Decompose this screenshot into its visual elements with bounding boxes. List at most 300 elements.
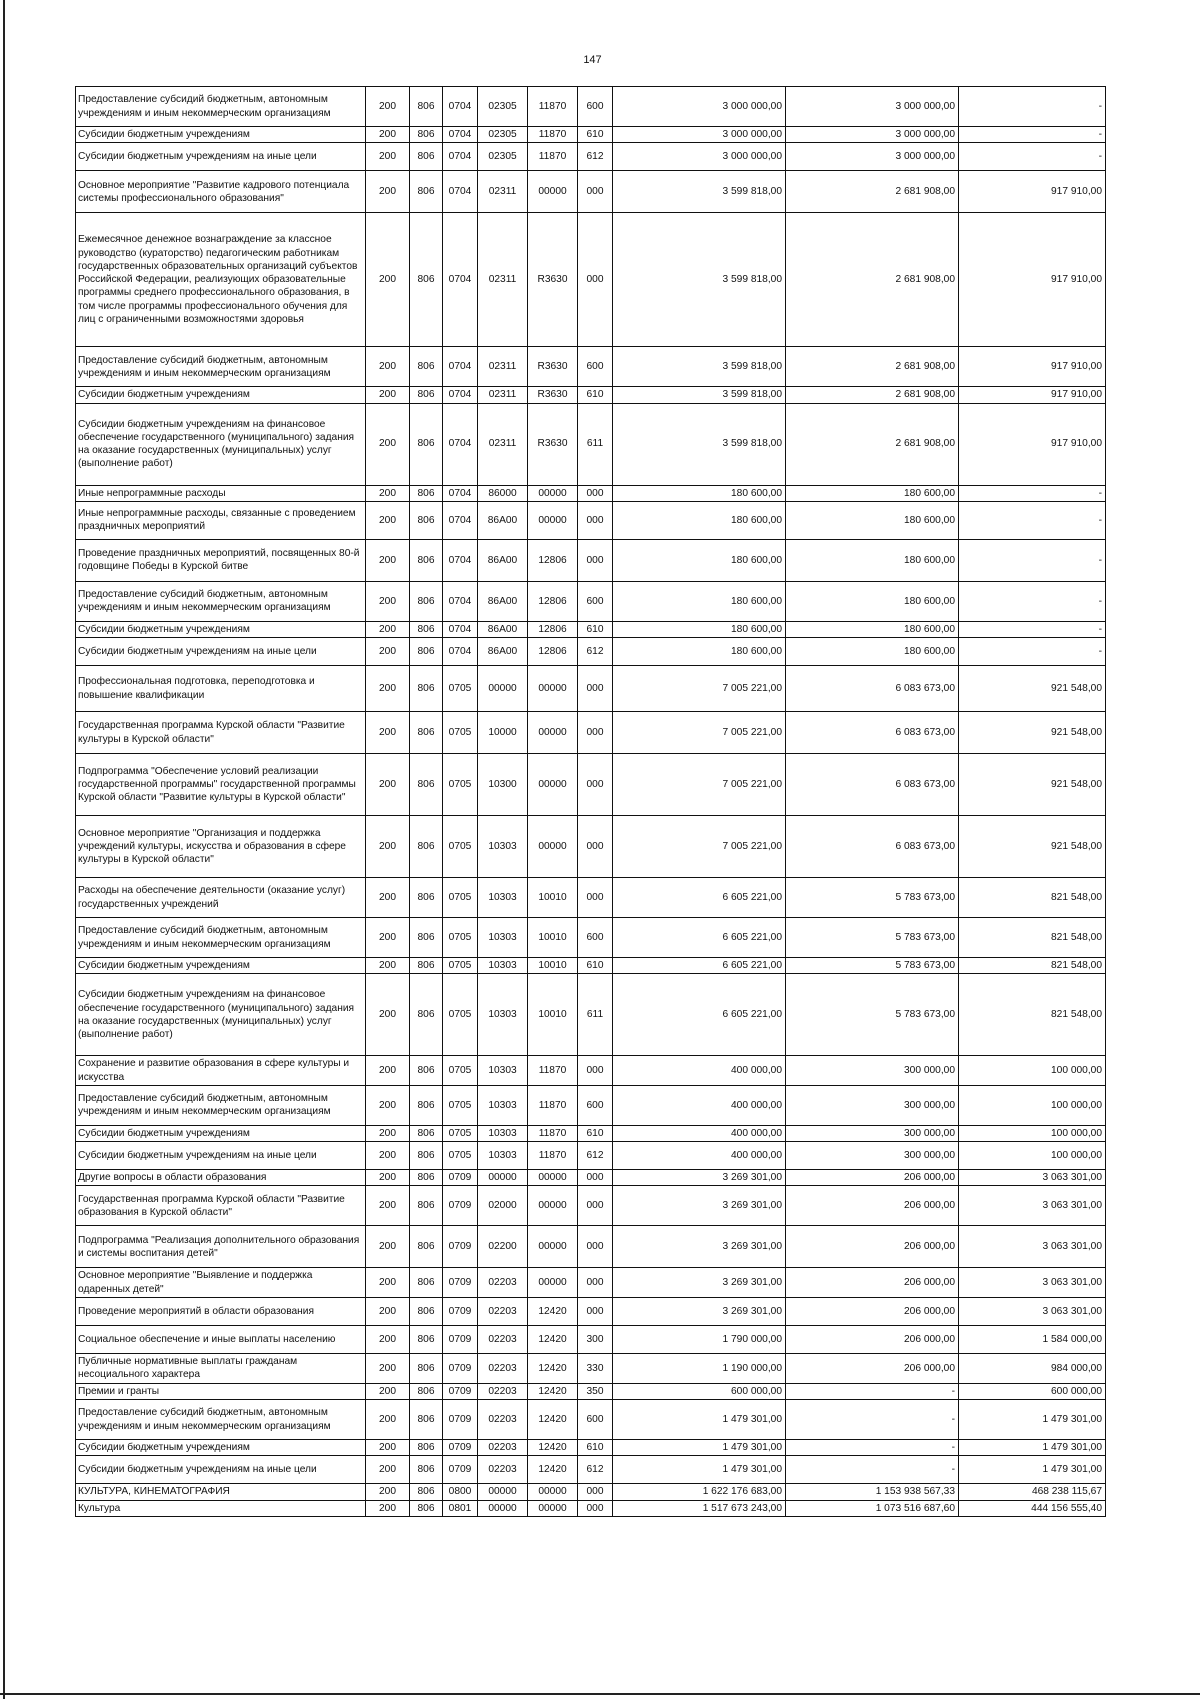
page-number: 147 [583, 54, 602, 66]
grbs-code: 200 [366, 403, 410, 485]
dept-code: 806 [410, 878, 443, 918]
direction-code: 00000 [528, 1268, 578, 1298]
amount-federal: 206 000,00 [786, 1186, 959, 1226]
table-row [76, 638, 1106, 666]
amount-federal: - [786, 1440, 959, 1456]
dept-code: 806 [410, 754, 443, 816]
amount-regional: 917 910,00 [959, 387, 1106, 403]
row-label: Предоставление субсидий бюджетным, автономным учреждениям и иным некоммерческим организациям [76, 918, 366, 958]
section-code: 0709 [443, 1186, 478, 1226]
direction-code: 10010 [528, 878, 578, 918]
direction-code: 12806 [528, 539, 578, 581]
section-code: 0709 [443, 1170, 478, 1186]
amount-total: 3 599 818,00 [613, 403, 786, 485]
direction-code: 11870 [528, 1056, 578, 1086]
row-label: Государственная программа Курской области "Развитие культуры в Курской области" [76, 712, 366, 754]
amount-federal: 2 681 908,00 [786, 347, 959, 387]
section-code: 0709 [443, 1456, 478, 1484]
amount-total: 6 605 221,00 [613, 974, 786, 1056]
direction-code: 00000 [528, 1484, 578, 1500]
amount-regional: 600 000,00 [959, 1383, 1106, 1399]
grbs-code: 200 [366, 1268, 410, 1298]
amount-regional: - [959, 501, 1106, 539]
grbs-code: 200 [366, 816, 410, 878]
grbs-code: 200 [366, 1085, 410, 1125]
section-code: 0705 [443, 918, 478, 958]
row-label: Субсидии бюджетным учреждениям на финансовое обеспечение государственного (муниципального) задания на оказание государственных (муниципальных) услуг (выполнение работ) [76, 974, 366, 1056]
dept-code: 806 [410, 581, 443, 621]
dept-code: 806 [410, 1383, 443, 1399]
amount-federal: 6 083 673,00 [786, 754, 959, 816]
row-label: Субсидии бюджетным учреждениям [76, 1440, 366, 1456]
amount-federal: 180 600,00 [786, 501, 959, 539]
section-code: 0704 [443, 87, 478, 127]
amount-total: 1 479 301,00 [613, 1400, 786, 1440]
expense-type-code: 000 [578, 171, 613, 213]
amount-federal: 3 000 000,00 [786, 143, 959, 171]
amount-regional: 100 000,00 [959, 1142, 1106, 1170]
direction-code: 00000 [528, 1226, 578, 1268]
dept-code: 806 [410, 171, 443, 213]
program-code: 10303 [478, 1125, 528, 1141]
row-label: Основное мероприятие "Развитие кадрового потенциала системы профессионального образования" [76, 171, 366, 213]
amount-regional: 1 479 301,00 [959, 1440, 1106, 1456]
section-code: 0709 [443, 1383, 478, 1399]
dept-code: 806 [410, 816, 443, 878]
grbs-code: 200 [366, 501, 410, 539]
expense-type-code: 610 [578, 1125, 613, 1141]
amount-federal: 2 681 908,00 [786, 387, 959, 403]
amount-total: 600 000,00 [613, 1383, 786, 1399]
amount-total: 180 600,00 [613, 539, 786, 581]
dept-code: 806 [410, 1456, 443, 1484]
table-row [76, 387, 1106, 403]
amount-regional: 468 238 115,67 [959, 1484, 1106, 1500]
table-row [76, 1125, 1106, 1141]
section-code: 0705 [443, 878, 478, 918]
direction-code: 11870 [528, 1142, 578, 1170]
amount-total: 3 269 301,00 [613, 1170, 786, 1186]
dept-code: 806 [410, 143, 443, 171]
grbs-code: 200 [366, 1297, 410, 1325]
section-code: 0705 [443, 712, 478, 754]
direction-code: 12420 [528, 1297, 578, 1325]
program-code: 02203 [478, 1297, 528, 1325]
amount-regional: 3 063 301,00 [959, 1186, 1106, 1226]
expense-type-code: 600 [578, 87, 613, 127]
grbs-code: 200 [366, 712, 410, 754]
expense-type-code: 000 [578, 539, 613, 581]
table-row [76, 1056, 1106, 1086]
expense-type-code: 612 [578, 143, 613, 171]
amount-regional: 821 548,00 [959, 958, 1106, 974]
grbs-code: 200 [366, 1353, 410, 1383]
section-code: 0705 [443, 958, 478, 974]
table-row [76, 666, 1106, 712]
program-code: 02203 [478, 1400, 528, 1440]
row-label: Субсидии бюджетным учреждениям [76, 1125, 366, 1141]
amount-federal: 300 000,00 [786, 1056, 959, 1086]
row-label: Предоставление субсидий бюджетным, автономным учреждениям и иным некоммерческим организациям [76, 581, 366, 621]
expense-type-code: 611 [578, 974, 613, 1056]
table-row [76, 621, 1106, 637]
grbs-code: 200 [366, 1125, 410, 1141]
section-code: 0705 [443, 1056, 478, 1086]
program-code: 86А00 [478, 581, 528, 621]
row-label: Субсидии бюджетным учреждениям на иные цели [76, 1142, 366, 1170]
section-code: 0704 [443, 347, 478, 387]
amount-federal: 6 083 673,00 [786, 666, 959, 712]
dept-code: 806 [410, 1484, 443, 1500]
grbs-code: 200 [366, 1383, 410, 1399]
program-code: 10000 [478, 712, 528, 754]
amount-regional: 921 548,00 [959, 712, 1106, 754]
amount-federal: 206 000,00 [786, 1297, 959, 1325]
expense-type-code: 000 [578, 816, 613, 878]
section-code: 0801 [443, 1500, 478, 1516]
amount-total: 1 790 000,00 [613, 1325, 786, 1353]
expense-type-code: 600 [578, 581, 613, 621]
amount-regional: 917 910,00 [959, 213, 1106, 347]
table-row [76, 1383, 1106, 1399]
direction-code: 10010 [528, 974, 578, 1056]
dept-code: 806 [410, 1440, 443, 1456]
row-label: Субсидии бюджетным учреждениям [76, 958, 366, 974]
grbs-code: 200 [366, 1226, 410, 1268]
amount-federal: 180 600,00 [786, 581, 959, 621]
amount-regional: 3 063 301,00 [959, 1170, 1106, 1186]
expense-type-code: 000 [578, 666, 613, 712]
amount-total: 3 000 000,00 [613, 87, 786, 127]
section-code: 0709 [443, 1325, 478, 1353]
program-code: 10303 [478, 878, 528, 918]
amount-regional: - [959, 127, 1106, 143]
amount-regional: 100 000,00 [959, 1056, 1106, 1086]
direction-code: 00000 [528, 1170, 578, 1186]
amount-regional: - [959, 581, 1106, 621]
amount-total: 3 599 818,00 [613, 213, 786, 347]
direction-code: 11870 [528, 1125, 578, 1141]
row-label: Проведение мероприятий в области образования [76, 1297, 366, 1325]
amount-federal: 206 000,00 [786, 1268, 959, 1298]
table-row [76, 1085, 1106, 1125]
amount-federal: 300 000,00 [786, 1085, 959, 1125]
amount-federal: - [786, 1383, 959, 1399]
table-row [76, 581, 1106, 621]
amount-regional: 1 479 301,00 [959, 1400, 1106, 1440]
amount-total: 180 600,00 [613, 621, 786, 637]
amount-federal: 6 083 673,00 [786, 712, 959, 754]
dept-code: 806 [410, 485, 443, 501]
dept-code: 806 [410, 918, 443, 958]
table-row [76, 1142, 1106, 1170]
amount-regional: 1 584 000,00 [959, 1325, 1106, 1353]
direction-code: 00000 [528, 666, 578, 712]
grbs-code: 200 [366, 127, 410, 143]
amount-regional: - [959, 87, 1106, 127]
direction-code: 00000 [528, 1500, 578, 1516]
grbs-code: 200 [366, 1325, 410, 1353]
amount-federal: - [786, 1400, 959, 1440]
amount-total: 1 190 000,00 [613, 1353, 786, 1383]
dept-code: 806 [410, 1056, 443, 1086]
section-code: 0704 [443, 403, 478, 485]
grbs-code: 200 [366, 1170, 410, 1186]
table-row [76, 816, 1106, 878]
amount-regional: 1 479 301,00 [959, 1456, 1106, 1484]
section-code: 0705 [443, 1085, 478, 1125]
row-label: Субсидии бюджетным учреждениям [76, 621, 366, 637]
row-label: Подпрограмма "Реализация дополнительного образования и системы воспитания детей" [76, 1226, 366, 1268]
dept-code: 806 [410, 1085, 443, 1125]
section-code: 0709 [443, 1400, 478, 1440]
row-label: Иные непрограммные расходы, связанные с проведением праздничных мероприятий [76, 501, 366, 539]
direction-code: 00000 [528, 816, 578, 878]
program-code: 10303 [478, 974, 528, 1056]
section-code: 0705 [443, 1125, 478, 1141]
direction-code: R3630 [528, 347, 578, 387]
direction-code: 12806 [528, 621, 578, 637]
dept-code: 806 [410, 958, 443, 974]
program-code: 02200 [478, 1226, 528, 1268]
amount-federal: 300 000,00 [786, 1125, 959, 1141]
amount-total: 7 005 221,00 [613, 712, 786, 754]
program-code: 10303 [478, 1085, 528, 1125]
amount-regional: 921 548,00 [959, 754, 1106, 816]
direction-code: 11870 [528, 87, 578, 127]
direction-code: 00000 [528, 712, 578, 754]
program-code: 02311 [478, 213, 528, 347]
amount-total: 7 005 221,00 [613, 666, 786, 712]
amount-federal: 180 600,00 [786, 621, 959, 637]
section-code: 0709 [443, 1268, 478, 1298]
grbs-code: 200 [366, 1484, 410, 1500]
program-code: 00000 [478, 666, 528, 712]
program-code: 02203 [478, 1383, 528, 1399]
amount-total: 3 599 818,00 [613, 347, 786, 387]
expense-type-code: 000 [578, 1170, 613, 1186]
expense-type-code: 610 [578, 127, 613, 143]
row-label: Предоставление субсидий бюджетным, автономным учреждениям и иным некоммерческим организациям [76, 347, 366, 387]
amount-total: 3 269 301,00 [613, 1226, 786, 1268]
amount-federal: 2 681 908,00 [786, 403, 959, 485]
direction-code: 12420 [528, 1456, 578, 1484]
amount-regional: 3 063 301,00 [959, 1226, 1106, 1268]
dept-code: 806 [410, 347, 443, 387]
direction-code: 12420 [528, 1383, 578, 1399]
amount-total: 3 599 818,00 [613, 387, 786, 403]
expense-type-code: 000 [578, 1268, 613, 1298]
program-code: 86А00 [478, 501, 528, 539]
direction-code: R3630 [528, 387, 578, 403]
amount-total: 400 000,00 [613, 1056, 786, 1086]
dept-code: 806 [410, 1125, 443, 1141]
amount-regional: 917 910,00 [959, 347, 1106, 387]
amount-federal: 3 000 000,00 [786, 127, 959, 143]
dept-code: 806 [410, 1170, 443, 1186]
table-row [76, 143, 1106, 171]
section-code: 0709 [443, 1297, 478, 1325]
grbs-code: 200 [366, 87, 410, 127]
amount-total: 400 000,00 [613, 1125, 786, 1141]
expense-type-code: 000 [578, 878, 613, 918]
dept-code: 806 [410, 1142, 443, 1170]
table-row [76, 1170, 1106, 1186]
section-code: 0704 [443, 581, 478, 621]
amount-federal: 5 783 673,00 [786, 974, 959, 1056]
expense-type-code: 612 [578, 638, 613, 666]
grbs-code: 200 [366, 1500, 410, 1516]
section-code: 0705 [443, 666, 478, 712]
row-label: Основное мероприятие "Выявление и поддержка одаренных детей" [76, 1268, 366, 1298]
amount-regional: 821 548,00 [959, 974, 1106, 1056]
row-label: Культура [76, 1500, 366, 1516]
amount-total: 6 605 221,00 [613, 918, 786, 958]
amount-total: 7 005 221,00 [613, 754, 786, 816]
section-code: 0705 [443, 974, 478, 1056]
amount-federal: - [786, 1456, 959, 1484]
table-row [76, 501, 1106, 539]
amount-federal: 206 000,00 [786, 1226, 959, 1268]
direction-code: 11870 [528, 143, 578, 171]
table-row [76, 213, 1106, 347]
dept-code: 806 [410, 1297, 443, 1325]
section-code: 0704 [443, 213, 478, 347]
dept-code: 806 [410, 666, 443, 712]
expense-type-code: 300 [578, 1325, 613, 1353]
dept-code: 806 [410, 387, 443, 403]
grbs-code: 200 [366, 171, 410, 213]
dept-code: 806 [410, 501, 443, 539]
expense-type-code: 610 [578, 1440, 613, 1456]
row-label: Субсидии бюджетным учреждениям [76, 127, 366, 143]
amount-total: 3 269 301,00 [613, 1186, 786, 1226]
direction-code: 00000 [528, 171, 578, 213]
amount-federal: 5 783 673,00 [786, 878, 959, 918]
expense-type-code: 000 [578, 712, 613, 754]
amount-federal: 180 600,00 [786, 539, 959, 581]
amount-regional: 100 000,00 [959, 1125, 1106, 1141]
section-code: 0709 [443, 1226, 478, 1268]
table-row [76, 171, 1106, 213]
table-row [76, 403, 1106, 485]
amount-regional: - [959, 485, 1106, 501]
grbs-code: 200 [366, 918, 410, 958]
row-label: Сохранение и развитие образования в сфере культуры и искусства [76, 1056, 366, 1086]
grbs-code: 200 [366, 539, 410, 581]
section-code: 0709 [443, 1353, 478, 1383]
table-row [76, 918, 1106, 958]
grbs-code: 200 [366, 666, 410, 712]
table-row [76, 1186, 1106, 1226]
row-label: Субсидии бюджетным учреждениям на иные цели [76, 1456, 366, 1484]
section-code: 0800 [443, 1484, 478, 1500]
dept-code: 806 [410, 87, 443, 127]
dept-code: 806 [410, 621, 443, 637]
amount-total: 1 479 301,00 [613, 1456, 786, 1484]
program-code: 10303 [478, 1142, 528, 1170]
row-label: Ежемесячное денежное вознаграждение за классное руководство (кураторство) педагогическим работникам государственных образовательных организаций субъектов Российской Федерации, реализующих образовательные программы среднего профессионального образования, в том числе программы профессионального обучения для лиц с ограниченными возможностями здоровья [76, 213, 366, 347]
row-label: Государственная программа Курской области "Развитие образования в Курской области" [76, 1186, 366, 1226]
program-code: 02311 [478, 387, 528, 403]
dept-code: 806 [410, 1268, 443, 1298]
section-code: 0704 [443, 143, 478, 171]
amount-regional: 917 910,00 [959, 403, 1106, 485]
amount-total: 3 000 000,00 [613, 143, 786, 171]
program-code: 10303 [478, 958, 528, 974]
budget-table-body [76, 87, 1106, 1517]
table-row [76, 958, 1106, 974]
amount-total: 400 000,00 [613, 1142, 786, 1170]
amount-federal: 206 000,00 [786, 1170, 959, 1186]
grbs-code: 200 [366, 958, 410, 974]
expense-type-code: 000 [578, 213, 613, 347]
amount-federal: 5 783 673,00 [786, 958, 959, 974]
section-code: 0704 [443, 638, 478, 666]
amount-regional: 100 000,00 [959, 1085, 1106, 1125]
direction-code: R3630 [528, 213, 578, 347]
expense-type-code: 612 [578, 1456, 613, 1484]
expense-type-code: 000 [578, 1484, 613, 1500]
row-label: Премии и гранты [76, 1383, 366, 1399]
section-code: 0705 [443, 754, 478, 816]
amount-regional: 3 063 301,00 [959, 1297, 1106, 1325]
direction-code: 11870 [528, 127, 578, 143]
amount-total: 3 269 301,00 [613, 1297, 786, 1325]
page-border-bottom [0, 1693, 1200, 1695]
amount-regional: 821 548,00 [959, 918, 1106, 958]
amount-regional: 984 000,00 [959, 1353, 1106, 1383]
row-label: Проведение праздничных мероприятий, посвященных 80-й годовщине Победы в Курской битве [76, 539, 366, 581]
row-label: Иные непрограммные расходы [76, 485, 366, 501]
section-code: 0705 [443, 1142, 478, 1170]
grbs-code: 200 [366, 1056, 410, 1086]
dept-code: 806 [410, 539, 443, 581]
table-row [76, 712, 1106, 754]
amount-total: 180 600,00 [613, 485, 786, 501]
dept-code: 806 [410, 1186, 443, 1226]
amount-total: 6 605 221,00 [613, 958, 786, 974]
program-code: 10300 [478, 754, 528, 816]
row-label: Субсидии бюджетным учреждениям на финансовое обеспечение государственного (муниципального) задания на оказание государственных (муниципальных) услуг (выполнение работ) [76, 403, 366, 485]
expense-type-code: 000 [578, 1226, 613, 1268]
direction-code: 11870 [528, 1085, 578, 1125]
table-row [76, 1440, 1106, 1456]
grbs-code: 200 [366, 1440, 410, 1456]
dept-code: 806 [410, 1400, 443, 1440]
expense-type-code: 350 [578, 1383, 613, 1399]
direction-code: 12806 [528, 581, 578, 621]
grbs-code: 200 [366, 387, 410, 403]
program-code: 10303 [478, 918, 528, 958]
program-code: 02000 [478, 1186, 528, 1226]
grbs-code: 200 [366, 347, 410, 387]
program-code: 02305 [478, 143, 528, 171]
row-label: Публичные нормативные выплаты гражданам несоциального характера [76, 1353, 366, 1383]
program-code: 02305 [478, 127, 528, 143]
grbs-code: 200 [366, 1400, 410, 1440]
direction-code: 12420 [528, 1440, 578, 1456]
budget-table-wrapper [75, 86, 1105, 1517]
table-row [76, 1268, 1106, 1298]
amount-total: 1 622 176 683,00 [613, 1484, 786, 1500]
amount-federal: 206 000,00 [786, 1353, 959, 1383]
program-code: 00000 [478, 1484, 528, 1500]
grbs-code: 200 [366, 638, 410, 666]
budget-table [75, 86, 1106, 1517]
grbs-code: 200 [366, 621, 410, 637]
table-row [76, 1400, 1106, 1440]
